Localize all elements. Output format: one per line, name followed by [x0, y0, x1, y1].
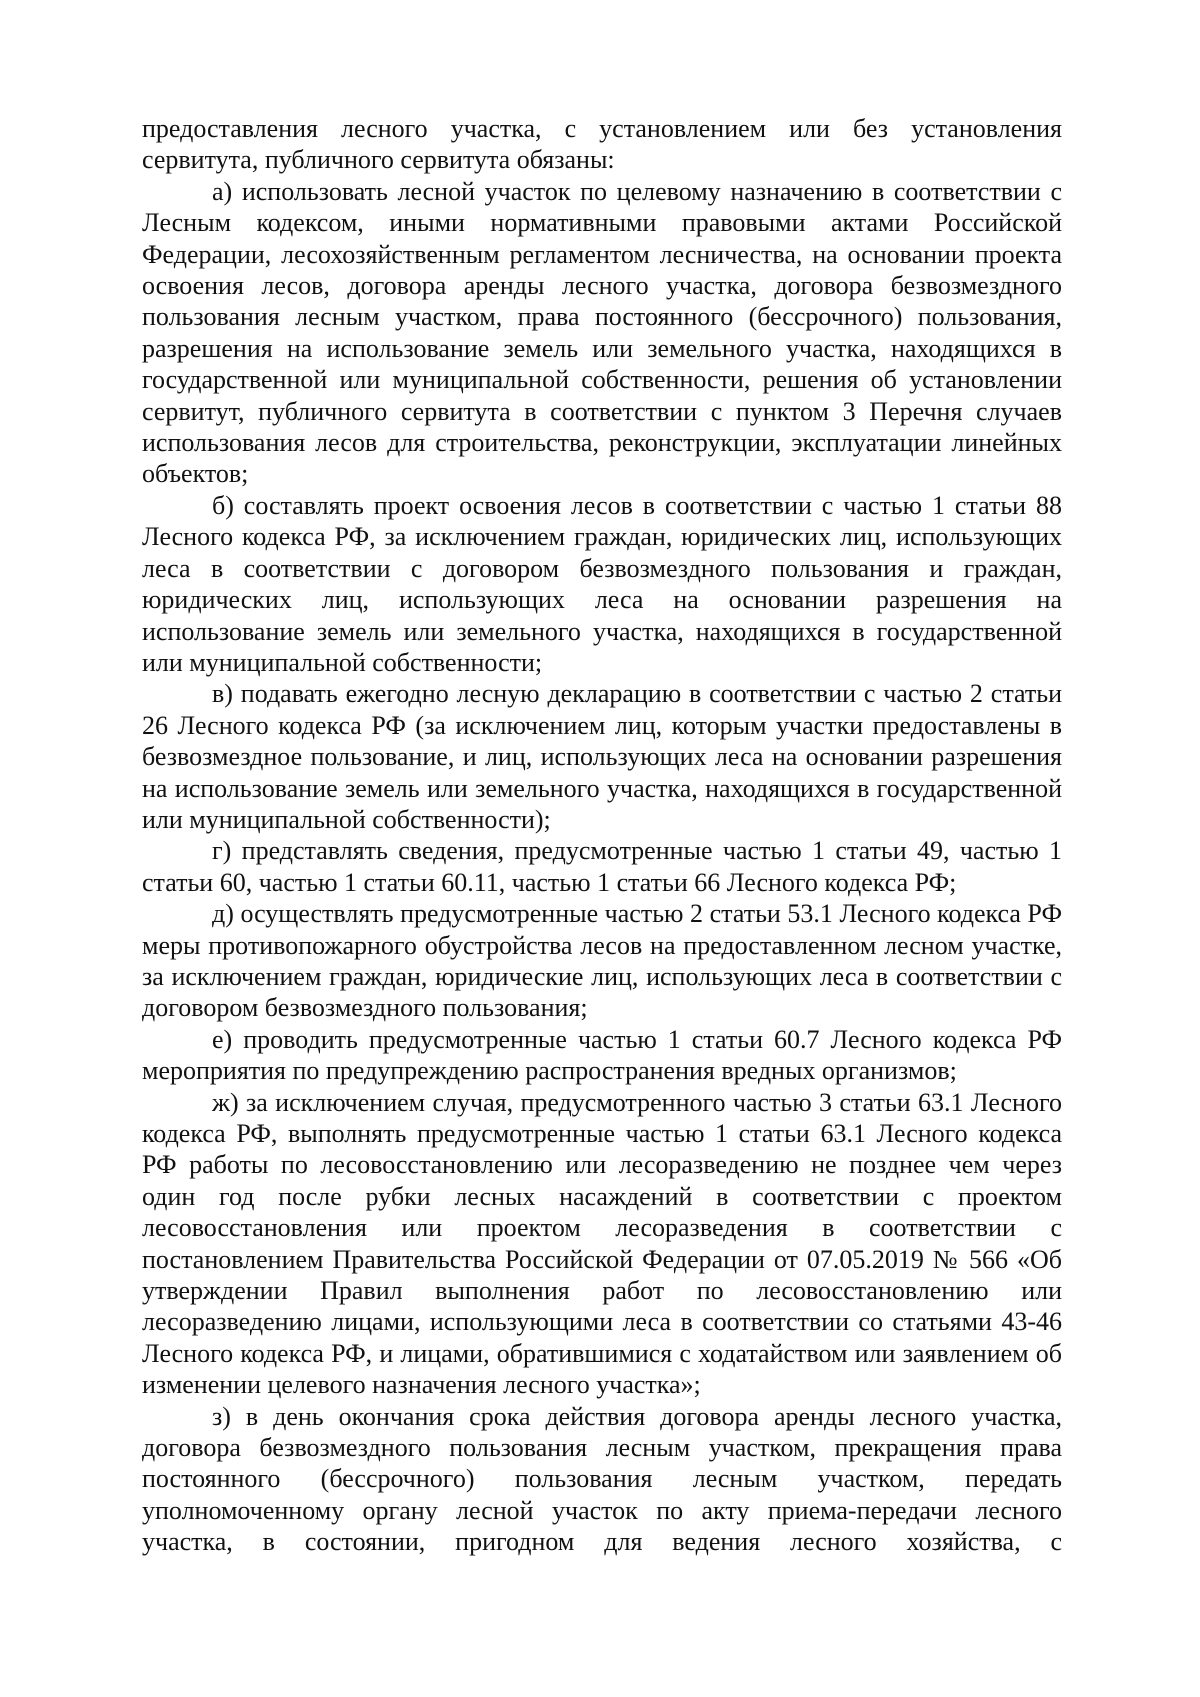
paragraph-item-e: е) проводить предусмотренные частью 1 статьи 60.7 Лесного кодекса РФ мероприятия по предупреждению распространения вредных организмов; [142, 1024, 1062, 1086]
paragraph-item-d: д) осуществлять предусмотренные частью 2 статьи 53.1 Лесного кодекса РФ меры противопожарного обустройства лесов на предоставленном лесном участке, за исключением граждан, юридические лиц, использующих леса в соответствии с договором безвозмездного пользования; [142, 899, 1062, 1023]
paragraph-item-zh: ж) за исключением случая, предусмотренного частью 3 статьи 63.1 Лесного кодекса РФ, выполнять предусмотренные частью 1 статьи 63.1 Лесного кодекса РФ работы по лесовосстановлению или лесоразведению не позднее чем через один год после рубки лесных насаждений в соответствии с проектом лесовосстановления или проектом лесоразведения в соответствии с постановлением Правительства Российской Федерации от 07.05.2019 № 566 «Об утверждении Правил выполнения работ по лесовосстановлению или лесоразведению лицами, использующими леса в соответствии со статьями 43-46 Лесного кодекса РФ, и лицами, обратившимися с ходатайством или заявлением об изменении целевого назначения лесного участка»; [142, 1087, 1062, 1400]
paragraph-item-g: г) представлять сведения, предусмотренные частью 1 статьи 49, частью 1 статьи 60, частью 1 статьи 60.11, частью 1 статьи 66 Лесного кодекса РФ; [142, 836, 1062, 897]
paragraph-item-b: б) составлять проект освоения лесов в соответствии с частью 1 статьи 88 Лесного кодекса РФ, за исключением граждан, юридических лиц, использующих леса в соответствии с договором безвозмездного пользования и граждан, юридических лиц, использующих леса на основании разрешения на использование земель или земельного участка, находящихся в государственной или муниципальной собственности; [142, 490, 1062, 677]
paragraph-item-a: а) использовать лесной участок по целевому назначению в соответствии с Лесным кодексом, иными нормативными правовыми актами Российской Федерации, лесохозяйственным регламентом лесничества, на основании проекта освоения лесов, договора аренды лесного участка, договора безвозмездного пользования лесным участком, права постоянного (бессрочного) пользования, разрешения на использование земель или земельного участка, находящихся в государственной или муниципальной собственности, решения об установлении сервитут, публичного сервитута в соответствии с пунктом 3 Перечня случаев использования лесов для строительства, реконструкции, эксплуатации линейных объектов; [142, 176, 1062, 489]
paragraph-item-v: в) подавать ежегодно лесную декларацию в соответствии с частью 2 статьи 26 Лесного кодекса РФ (за исключением лиц, которым участки предоставлены в безвозмездное пользование, и лиц, использующих леса на основании разрешения на использование земель или земельного участка, находящихся в государственной или муниципальной собственности); [142, 679, 1062, 834]
paragraph-intro: предоставления лесного участка, с установлением или без установления сервитута, публичного сервитута обязаны: [142, 114, 1062, 175]
paragraph-item-z: з) в день окончания срока действия договора аренды лесного участка, договора безвозмездного пользования лесным участком, прекращения права постоянного (бессрочного) пользования лесным участком, передать уполномоченному органу лесной участок по акту приема-передачи лесного участка, в состоянии, пригодном для ведения лесного хозяйства, с [142, 1401, 1062, 1557]
document-body [142, 113, 1062, 1558]
